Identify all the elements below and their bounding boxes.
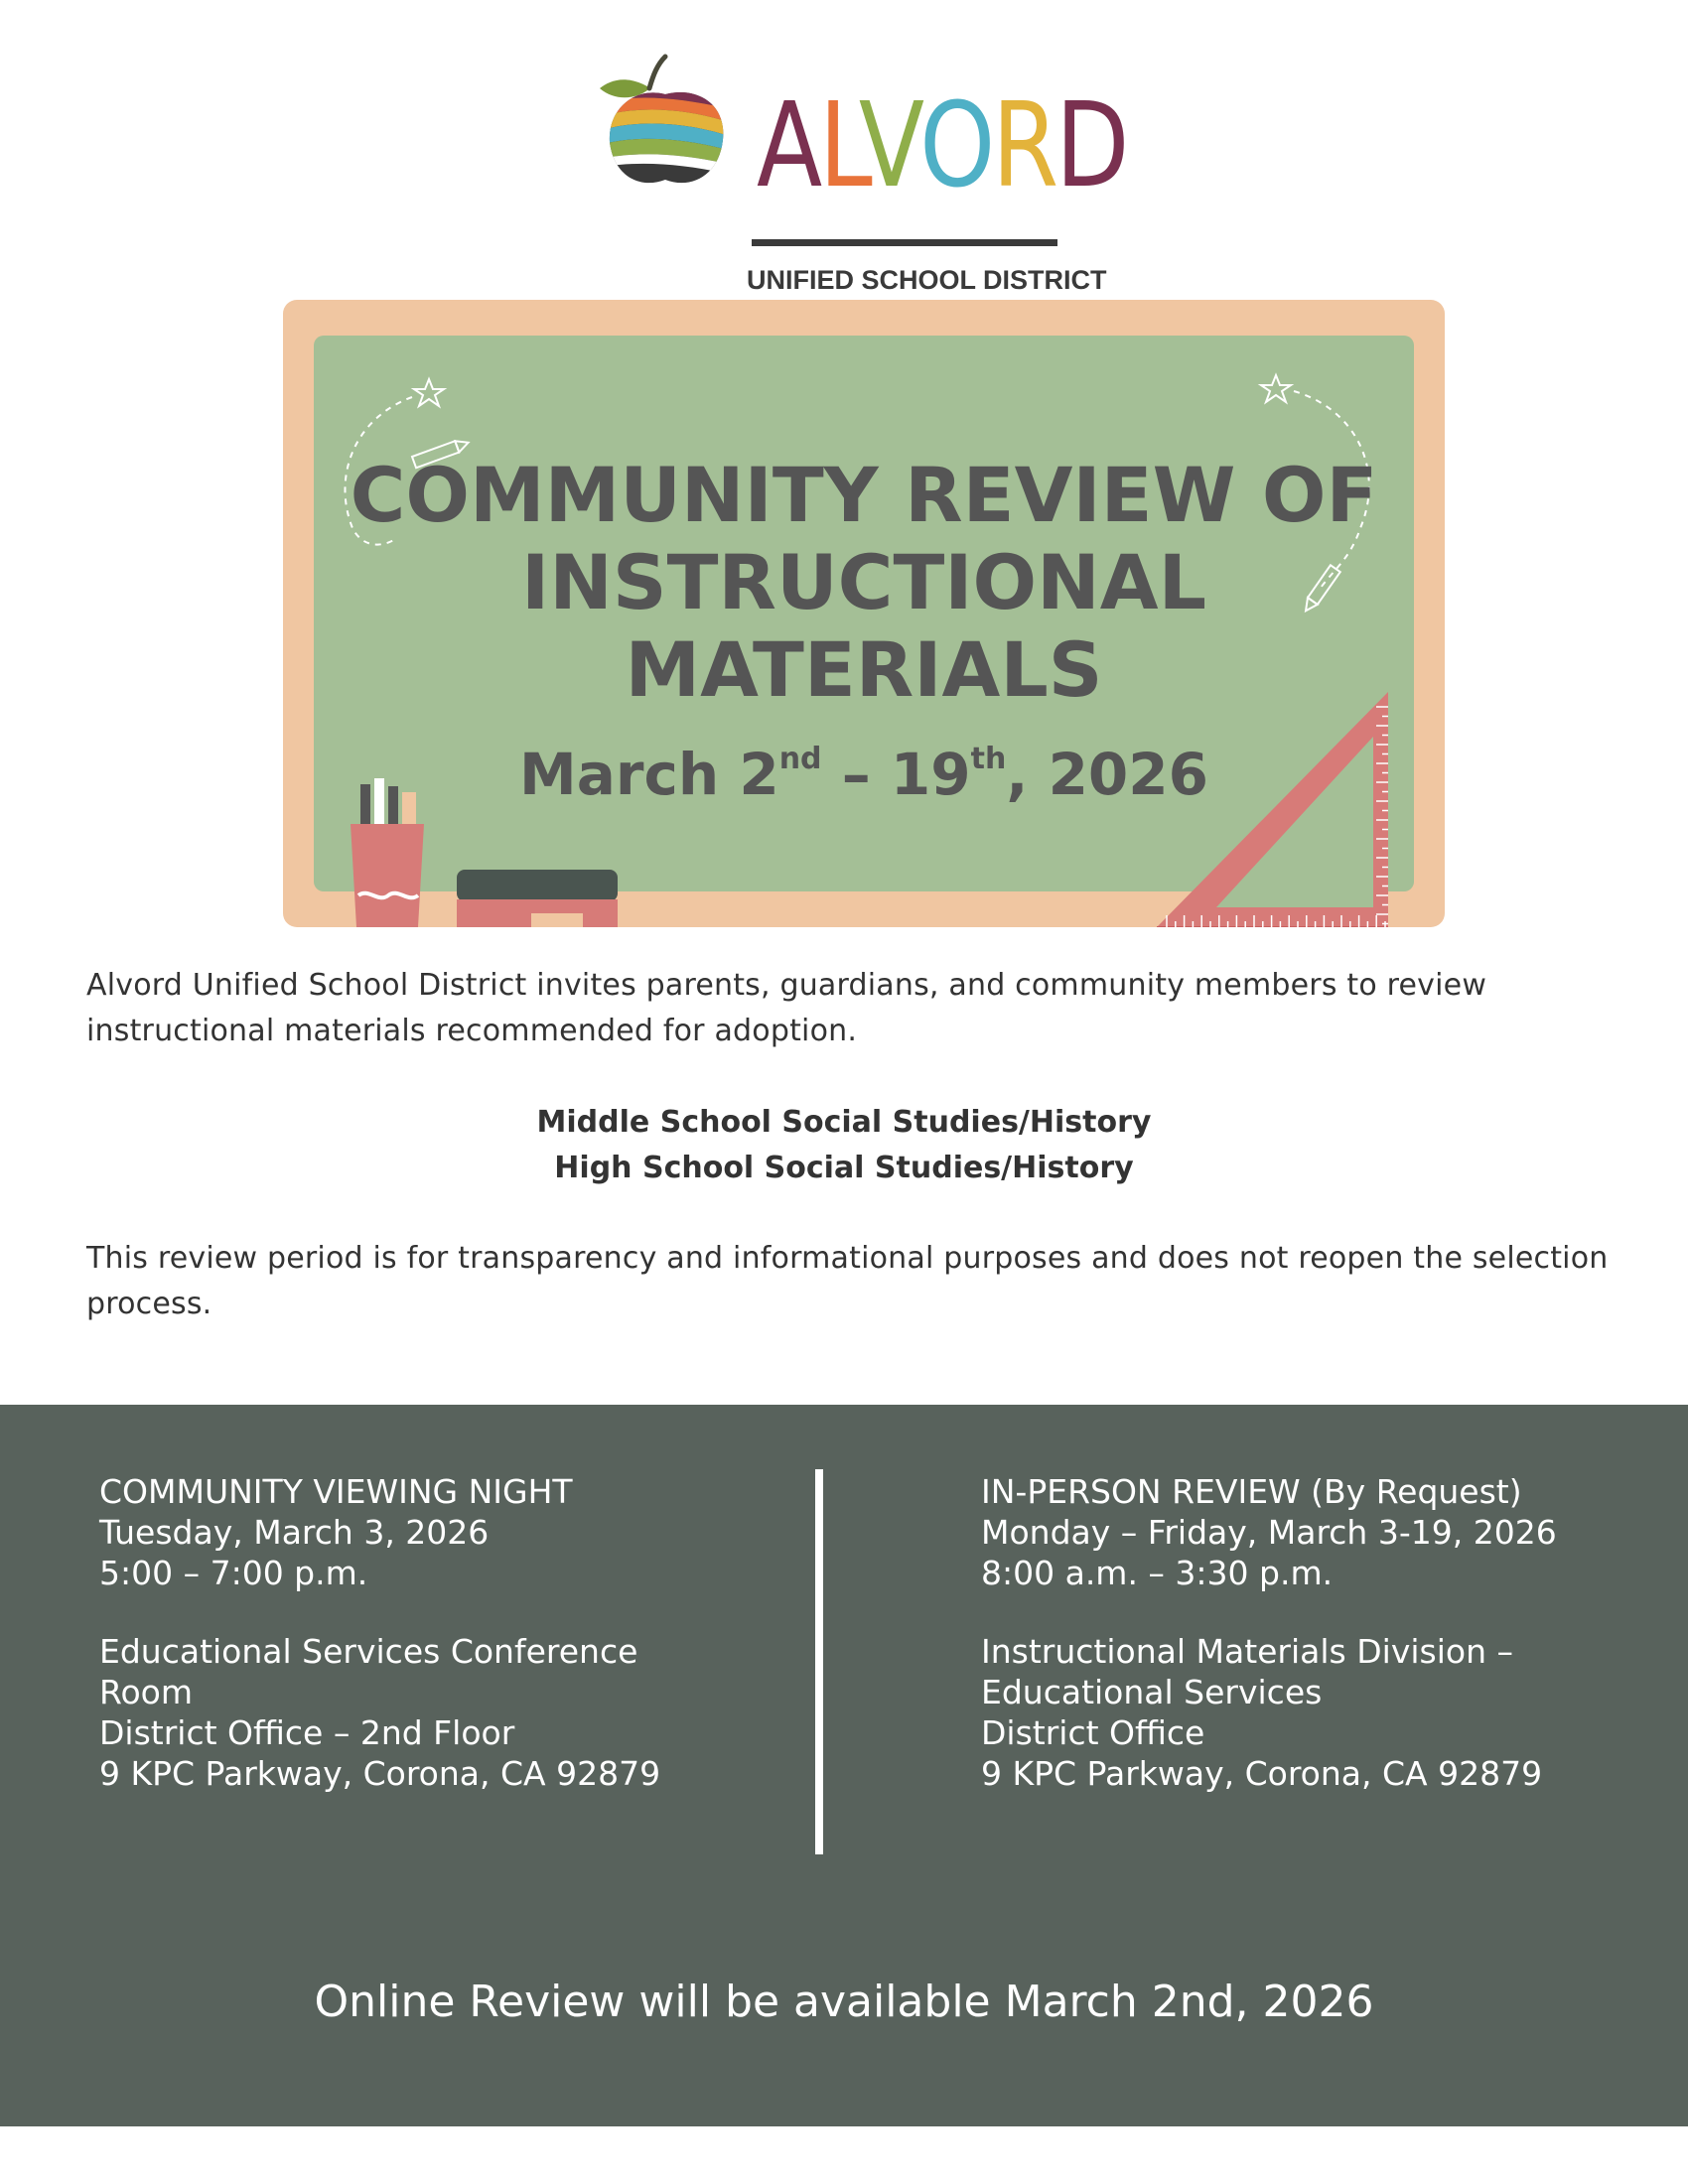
logo-letter: R xyxy=(992,76,1055,213)
chalk-eraser-icon xyxy=(457,870,618,927)
logo-wordmark xyxy=(757,76,1127,213)
viewing-night-heading: COMMUNITY VIEWING NIGHT xyxy=(99,1472,573,1511)
in-person-location: Instructional Materials Division – xyxy=(981,1632,1513,1671)
viewing-night-time: 5:00 – 7:00 p.m. xyxy=(99,1554,368,1592)
apple-logo-icon xyxy=(596,45,735,194)
viewing-night-location: District Office – 2nd Floor xyxy=(99,1713,515,1752)
viewing-night-location: Educational Services Conference xyxy=(99,1632,638,1671)
viewing-night-location: Room xyxy=(99,1673,193,1711)
subjects-list xyxy=(0,1100,1688,1191)
viewing-night-date: Tuesday, March 3, 2026 xyxy=(99,1513,490,1552)
column-divider xyxy=(815,1469,823,1854)
banner-title-line: MATERIALS xyxy=(625,625,1103,714)
district-logo xyxy=(596,45,1127,303)
star-right-icon xyxy=(1261,375,1291,402)
set-square-icon xyxy=(1157,692,1388,927)
banner-title xyxy=(314,452,1414,714)
online-review-notice: Online Review will be available March 2nd, 2026 xyxy=(314,1977,1374,2027)
star-left-icon xyxy=(414,379,444,406)
in-person-time: 8:00 a.m. – 3:30 p.m. xyxy=(981,1554,1334,1592)
in-person-location: Educational Services xyxy=(981,1673,1323,1711)
logo-letter: L xyxy=(818,76,859,213)
banner-date-start: March 2 xyxy=(519,741,779,808)
banner-date-end-suffix: th xyxy=(970,742,1007,776)
banner-date-start-suffix: nd xyxy=(778,742,822,776)
banner-date-year: , 2026 xyxy=(1006,741,1208,808)
banner-title-line: INSTRUCTIONAL xyxy=(520,538,1207,626)
intro-paragraph: Alvord Unified School District invites parents, guardians, and community members to review instructional materials recommended for adoption. xyxy=(86,968,1487,1048)
in-person-location: District Office xyxy=(981,1713,1205,1752)
subject-item: Middle School Social Studies/History xyxy=(536,1105,1152,1140)
viewing-night-address: 9 KPC Parkway, Corona, CA 92879 xyxy=(99,1754,661,1793)
banner-date xyxy=(314,740,1414,809)
in-person-heading: IN-PERSON REVIEW (By Request) xyxy=(981,1472,1522,1511)
viewing-night-column xyxy=(99,1471,735,1794)
banner-title-line: COMMUNITY REVIEW OF xyxy=(350,451,1378,539)
note-paragraph: This review period is for transparency and informational purposes and does not reopen the selection process. xyxy=(86,1241,1609,1321)
in-person-column xyxy=(981,1471,1666,1794)
in-person-date: Monday – Friday, March 3-19, 2026 xyxy=(981,1513,1557,1552)
logo-subtitle: UNIFIED SCHOOL DISTRICT xyxy=(747,265,1107,295)
logo-divider xyxy=(752,239,1057,246)
banner-date-end: – 19 xyxy=(821,741,971,808)
in-person-address: 9 KPC Parkway, Corona, CA 92879 xyxy=(981,1754,1543,1793)
logo-letter: V xyxy=(858,76,920,213)
subject-item: High School Social Studies/History xyxy=(554,1151,1134,1185)
logo-letter: D xyxy=(1055,76,1127,213)
logo-letter: O xyxy=(919,76,993,213)
logo-letter: A xyxy=(757,76,819,213)
